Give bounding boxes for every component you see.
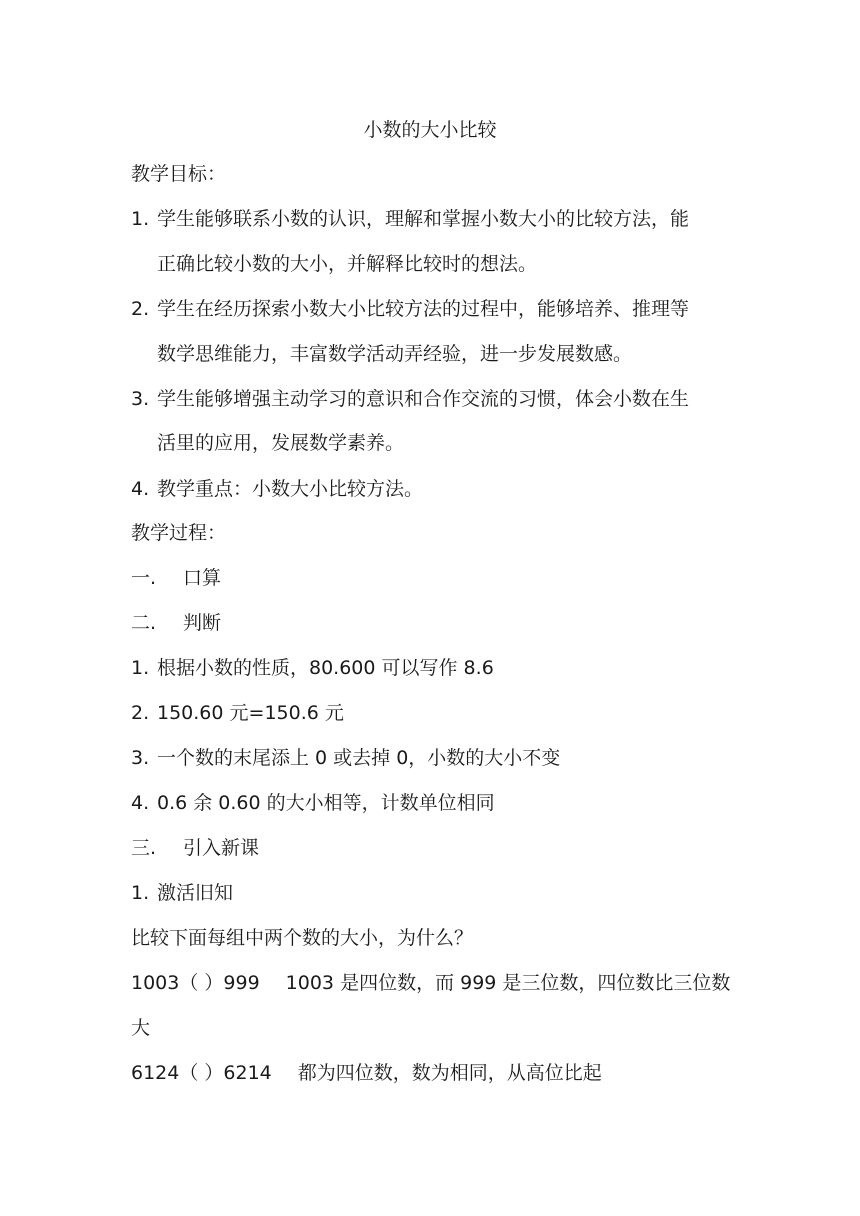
item-text-continued: 正确比较小数的大小，并解释比较时的想法。	[157, 253, 538, 275]
item-text: 学生能够联系小数的认识，理解和掌握小数大小的比较方法，能	[157, 208, 690, 230]
item-number: 2.	[131, 298, 150, 320]
item-number: 2.	[131, 702, 150, 724]
subsection-label: 激活旧知	[157, 882, 234, 904]
objective-item	[131, 297, 732, 321]
item-number: 3.	[131, 388, 150, 410]
comparison-question: 比较下面每组中两个数的大小，为什么？	[131, 927, 474, 949]
section-heading	[131, 611, 732, 635]
item-text: 学生在经历探索小数大小比较方法的过程中，能够培养、推理等	[157, 298, 690, 320]
judge-item	[131, 746, 732, 770]
judge-item	[131, 791, 732, 815]
section-number: 一.	[131, 567, 157, 589]
item-number: 1.	[131, 657, 150, 679]
item-text: 0.6 余 0.60 的大小相等，计数单位相同	[157, 792, 495, 814]
item-text-continued: 数学思维能力，丰富数学活动弄经验，进一步发展数感。	[157, 343, 633, 365]
judge-item	[131, 656, 732, 680]
item-number: 3.	[131, 747, 150, 769]
section-number: 二.	[131, 612, 157, 634]
comparison-row	[131, 1061, 732, 1085]
objective-item	[131, 387, 732, 411]
section-label: 引入新课	[183, 837, 260, 859]
item-text: 一个数的末尾添上 0 或去掉 0，小数的大小不变	[157, 747, 561, 769]
item-number: 4.	[131, 792, 150, 814]
comparison-explanation: 都为四位数，数为相同，从高位比起	[297, 1062, 602, 1084]
item-text: 150.60 元=150.6 元	[157, 702, 344, 724]
item-text: 教学重点：小数大小比较方法。	[157, 478, 424, 500]
objective-item	[131, 477, 732, 501]
section-label: 判断	[183, 612, 222, 634]
section-heading	[131, 566, 732, 590]
item-number: 1.	[131, 882, 150, 904]
comparison-row	[131, 971, 732, 995]
section-heading	[131, 836, 732, 860]
process-heading: 教学过程：	[131, 522, 227, 544]
objective-item	[131, 207, 732, 231]
section-label: 口算	[183, 567, 222, 589]
objectives-heading: 教学目标：	[131, 163, 227, 185]
comparison-expression: 6124（ ）6214	[131, 1062, 272, 1084]
section-number: 三.	[131, 837, 157, 859]
subsection-heading	[131, 881, 732, 905]
item-text-continued: 活里的应用，发展数学素养。	[157, 432, 405, 454]
judge-item	[131, 701, 732, 725]
document-title: 小数的大小比较	[363, 119, 497, 141]
comparison-expression: 1003（ ）999	[131, 972, 260, 994]
item-text: 学生能够增强主动学习的意识和合作交流的习惯，体会小数在生	[157, 388, 690, 410]
comparison-explanation-continued: 大	[131, 1017, 151, 1039]
item-text: 根据小数的性质，80.600 可以写作 8.6	[157, 657, 494, 679]
item-number: 1.	[131, 208, 150, 230]
item-number: 4.	[131, 478, 150, 500]
comparison-explanation: 1003 是四位数，而 999 是三位数，四位数比三位数	[285, 972, 731, 994]
